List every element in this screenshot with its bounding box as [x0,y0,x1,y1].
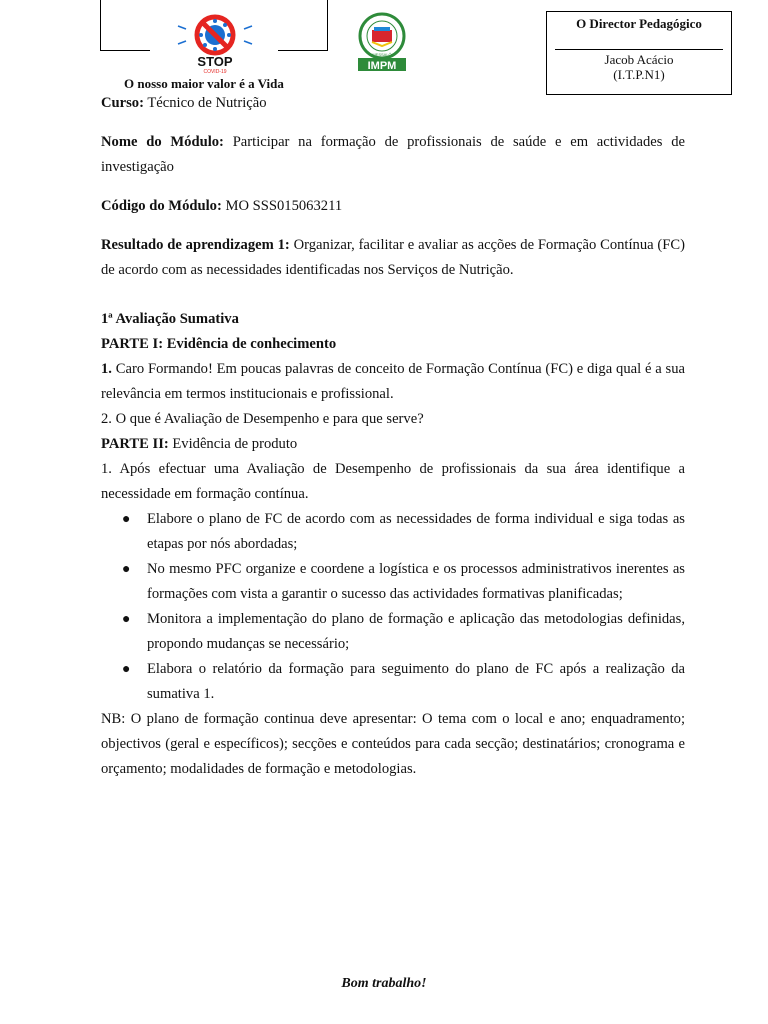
task-bullet-list [101,507,685,707]
svg-text:MESSALÔ: MESSALÔ [372,52,392,57]
course-line [101,91,685,116]
svg-text:STOP: STOP [197,54,233,69]
bullet-icon: ● [122,562,131,577]
module-code-value: MO SSS015063211 [225,198,343,214]
part1-title: PARTE I: Evidência de conhecimento [101,336,337,352]
header-box-left-edge [100,0,101,50]
part2-title: PARTE II: Evidência de produto [101,436,298,452]
list-item: ● No mesmo PFC organize e coordene a logística e os processos administrativos inerentes as formações com vista a garantir o sucesso das actividades formativas planificadas; [101,557,685,607]
signature-line [555,49,723,50]
part1-question-2: 2. O que é Avaliação de Desempenho e para que serve? [101,411,424,427]
list-item: ● Elabore o plano de FC de acordo com as necessidades de forma individual e siga todas as etapas por nós abordadas; [101,507,685,557]
bullet-icon: ● [122,612,131,627]
module-name-line [101,130,685,180]
director-title: O Director Pedagógico [576,16,702,31]
svg-text:COVID-19: COVID-19 [203,69,227,74]
impm-seal-logo-icon [355,12,409,74]
closing-text: Bom trabalho! [341,976,427,991]
bullet-icon: ● [122,512,131,527]
header-box-bottom-right [278,50,328,51]
director-rank: (I.T.P.N1) [613,67,665,82]
module-code-label: Código do Módulo: [101,198,222,214]
director-signature-box [546,11,732,95]
part1-question-1: 1. Caro Formando! Em poucas palavras de conceito de Formação Contínua (FC) e diga qual é a sua relevância em termos institucionais e profissional. [101,361,685,402]
module-code-line [101,194,685,219]
part2-label: PARTE II: [101,436,169,452]
module-name-value: Participar na formação de profissionais de saúde e em actividades de investigação [101,134,685,175]
list-item: ● Elabora o relatório da formação para seguimento do plano de FC após a realização da sumativa 1. [101,657,685,707]
learning-outcome-label: Resultado de aprendizagem 1: [101,237,290,253]
note-paragraph: NB: O plano de formação continua deve apresentar: O tema com o local e ano; enquadramento; objectivos (geral e específicos); secções e conteúdos para cada secção; destinatários; cronograma e orçamento; modalidades de formação e metodologias. [101,711,685,777]
bullet-icon: ● [122,662,131,677]
question-number: 1. [101,361,112,377]
header-box-bottom-left [100,50,150,51]
list-item: ● Monitora a implementação do plano de formação e aplicação das metodologias definidas, propondo mudanças se necessário; [101,607,685,657]
header-box-right-edge [327,0,328,50]
stop-covid-logo-icon [170,14,260,74]
course-label: Curso: [101,95,144,111]
part2-question-1: 1. Após efectuar uma Avaliação de Desempenho de profissionais da sua área identifique a necessidade em formação contínua. [101,461,685,502]
learning-outcome-value: Organizar, facilitar e avaliar as acções de Formação Contínua (FC) de acordo com as necessidades identificadas nos Serviços de Nutrição. [101,237,685,278]
course-value: Técnico de Nutrição [147,95,267,111]
svg-text:IMPM: IMPM [367,60,397,72]
director-name: Jacob Acácio [604,52,674,67]
assessment-title: 1ª Avaliação Sumativa [101,311,239,327]
motto-text: O nosso maior valor é a Vida [124,76,284,91]
module-name-label: Nome do Módulo: [101,134,224,150]
learning-outcome-line [101,233,685,283]
document-body [101,91,685,782]
